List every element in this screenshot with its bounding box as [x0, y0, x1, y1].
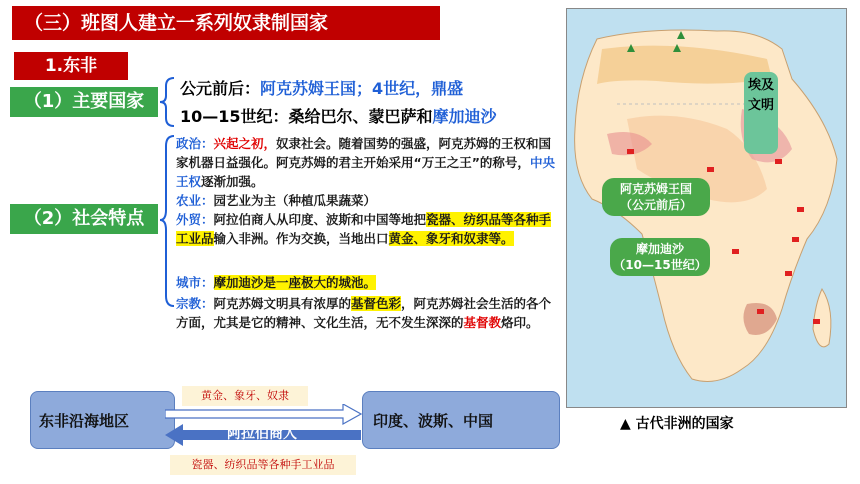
export-note: 黄金、象牙、奴隶: [182, 386, 308, 406]
section-label: 1.东非: [14, 52, 128, 80]
brace-icon: [158, 76, 178, 128]
arrow-label: 阿拉伯商人: [227, 426, 297, 442]
trade-paragraph: 外贸：阿拉伯商人从印度、波斯和中国等地把瓷器、纺织品等各种手工业品输入非洲。作为交换，当地出口黄金、象牙和奴隶等。: [176, 212, 552, 246]
city-paragraph: 城市：摩加迪沙是一座极大的城池。: [176, 275, 377, 290]
aksum-callout: 阿克苏姆王国 （公元前后）: [602, 178, 710, 216]
features-label: （2）社会特点: [10, 204, 158, 234]
main-countries-line1: 公元前后：阿克苏姆王国；4世纪，鼎盛: [180, 79, 464, 98]
main-countries-label: （1）主要国家: [10, 87, 158, 117]
mogadishu-callout: 摩加迪沙 （10—15世纪）: [610, 238, 710, 276]
egypt-label: 埃及文明: [744, 72, 778, 154]
politics-paragraph: 政治：兴起之初，奴隶社会。随着国势的强盛，阿克苏姆的王权和国家机器日益强化。阿克苏姆的君主开始采用“万王之王”的称号，中央王权逐渐加强。: [176, 136, 555, 189]
asia-box: 印度、波斯、中国: [362, 391, 560, 449]
religion-paragraph: 宗教：阿克苏姆文明具有浓厚的基督色彩，阿克苏姆社会生活的各个方面，尤其是它的精神、文化生活，无不发生深深的基督教烙印。: [176, 296, 552, 330]
page-title: （三）班图人建立一系列奴隶制国家: [12, 6, 440, 40]
east-africa-box: 东非沿海地区: [30, 391, 175, 449]
agriculture-paragraph: 农业：园艺业为主（种植瓜果蔬菜）: [176, 193, 377, 208]
import-note: 瓷器、纺织品等各种手工业品: [170, 455, 356, 475]
map-caption: ▲ 古代非洲的国家: [620, 416, 734, 432]
main-countries-line2: 10—15世纪：桑给巴尔、蒙巴萨和摩加迪沙: [180, 107, 497, 126]
brace-icon: [158, 134, 176, 310]
